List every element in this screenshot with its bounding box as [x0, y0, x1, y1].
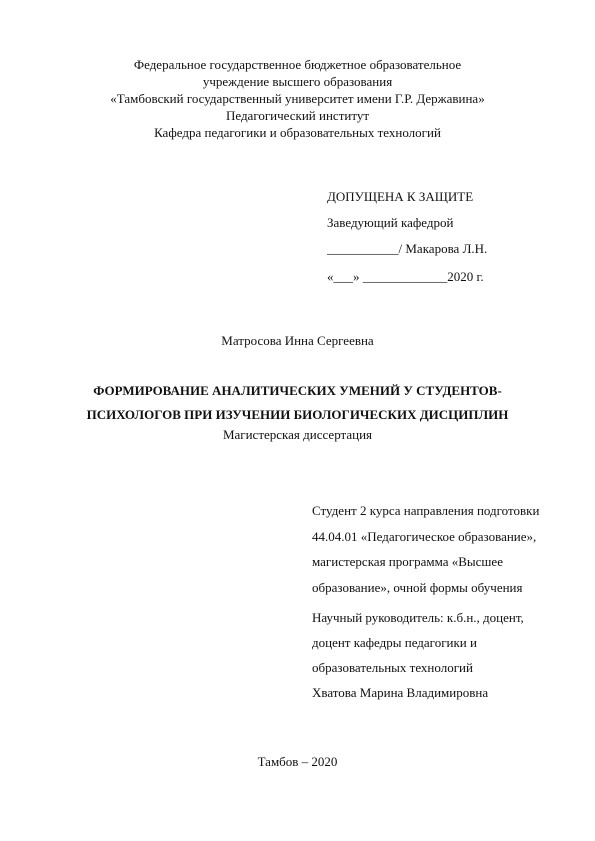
approval-position: Заведующий кафедрой: [327, 215, 454, 230]
advisor-info-line: доцент кафедры педагогики и: [312, 635, 477, 650]
thesis-type: Магистерская диссертация: [222, 427, 373, 442]
thesis-title-line: ПСИХОЛОГОВ ПРИ ИЗУЧЕНИИ БИОЛОГИЧЕСКИХ ДИСЦИПЛИН: [86, 407, 509, 422]
city-year: Тамбов – 2020: [257, 754, 338, 769]
approval-block: [327, 189, 487, 295]
student-info-line: Студент 2 курса направления подготовки: [312, 503, 540, 518]
header-line: Кафедра педагогики и образовательных технологий: [154, 125, 441, 140]
thesis-title-line: ФОРМИРОВАНИЕ АНАЛИТИЧЕСКИХ УМЕНИЙ У СТУДЕНТОВ-: [93, 383, 502, 398]
header-line: «Тамбовский государственный университет имени Г.Р. Державина»: [110, 91, 485, 106]
advisor-info-line: образовательных технологий: [312, 660, 473, 675]
approval-signature-line: ___________/ Макарова Л.Н.: [327, 241, 488, 256]
approval-date-line: «___» _____________2020 г.: [327, 269, 484, 284]
header-line: Педагогический институт: [225, 108, 370, 123]
author-name: Матросова Инна Сергеевна: [221, 333, 374, 348]
thesis-title: [0, 379, 595, 427]
approval-title: ДОПУЩЕНА К ЗАЩИТЕ: [327, 189, 474, 204]
header-line: учреждение высшего образования: [202, 74, 393, 89]
advisor-info: [312, 605, 524, 705]
advisor-info-line: Хватова Марина Владимировна: [312, 685, 489, 700]
student-info-line: 44.04.01 «Педагогическое образование»,: [312, 528, 537, 544]
student-info-line: магистерская программа «Высшее: [312, 554, 503, 569]
header-line: Федеральное государственное бюджетное образовательное: [133, 57, 462, 72]
student-info-line: образование», очной формы обучения: [312, 579, 523, 595]
student-info: [312, 498, 539, 600]
advisor-info-line: Научный руководитель: к.б.н., доцент,: [312, 610, 524, 625]
institution-header: [0, 56, 595, 141]
